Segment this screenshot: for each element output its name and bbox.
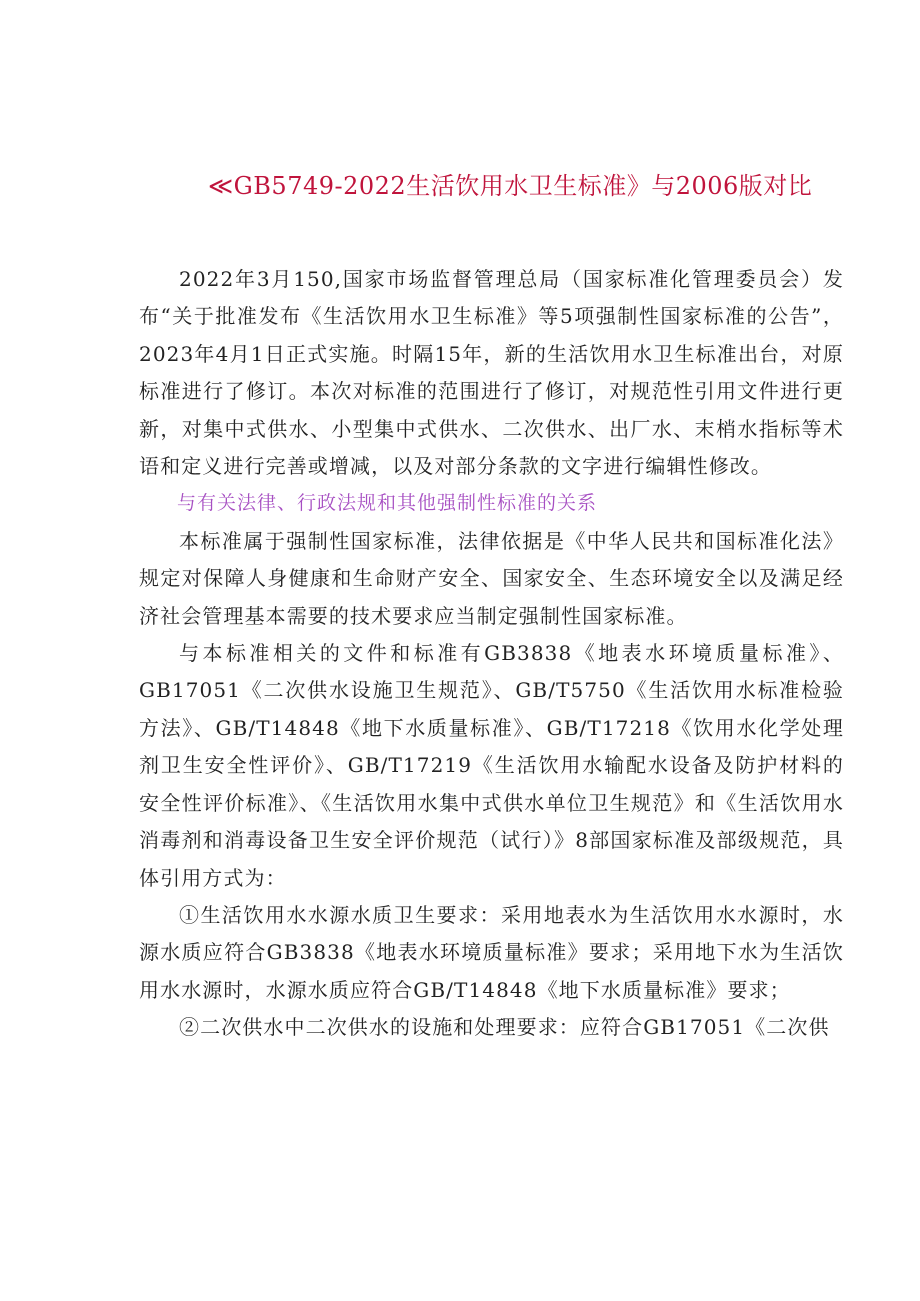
intro-paragraph: 2022年3月150,国家市场监督管理总局（国家标准化管理委员会）发布“关于批准发布《生活饮用水卫生标准》等5项强制性国家标准的公告”，2023年4月1日正式实施。时隔15年，新的生活饮用水卫生标准出台，对原标准进行了修订。本次对标准的范围进行了修订，对规范性引用文件进行更新，对集中式供水、小型集中式供水、二次供水、出厂水、末梢水指标等术语和定义进行完善或增减，以及对部分条款的文字进行编辑性修改。 bbox=[139, 267, 844, 479]
document-body bbox=[139, 261, 844, 1047]
document-title: ≪GB5749-2022生活饮用水卫生标准》与2006版对比 bbox=[208, 172, 813, 200]
section-heading: 与有关法律、行政法规和其他强制性标准的关系 bbox=[177, 492, 598, 515]
list-item-2: ②二次供水中二次供水的设施和处理要求：应符合GB17051《二次供 bbox=[179, 1015, 830, 1040]
related-standards-paragraph: 与本标准相关的文件和标准有GB3838《地表水环境质量标准》、GB17051《二次供水设施卫生规范》、GB/T5750《生活饮用水标准检验方法》、GB/T14848《地下水质量标准》、GB/T17218《饮用水化学处理剂卫生安全性评价》、GB/T17219《生活饮用水输配水设备及防护材料的安全性评价标准》、《生活饮用水集中式供水单位卫生规范》和《生活饮用水消毒剂和消毒设备卫生安全评价规范（试行）》8部国家标准及部级规范，具体引用方式为： bbox=[139, 641, 844, 890]
legal-basis-paragraph: 本标准属于强制性国家标准，法律依据是《中华人民共和国标准化法》规定对保障人身健康和生命财产安全、国家安全、生态环境安全以及满足经济社会管理基本需要的技术要求应当制定强制性国家标准。 bbox=[139, 528, 844, 628]
list-item-1: ①生活饮用水水源水质卫生要求：采用地表水为生活饮用水水源时，水源水质应符合GB3838《地表水环境质量标准》要求；采用地下水为生活饮用水水源时，水源水质应符合GB/T14848《地下水质量标准》要求； bbox=[139, 902, 844, 1002]
